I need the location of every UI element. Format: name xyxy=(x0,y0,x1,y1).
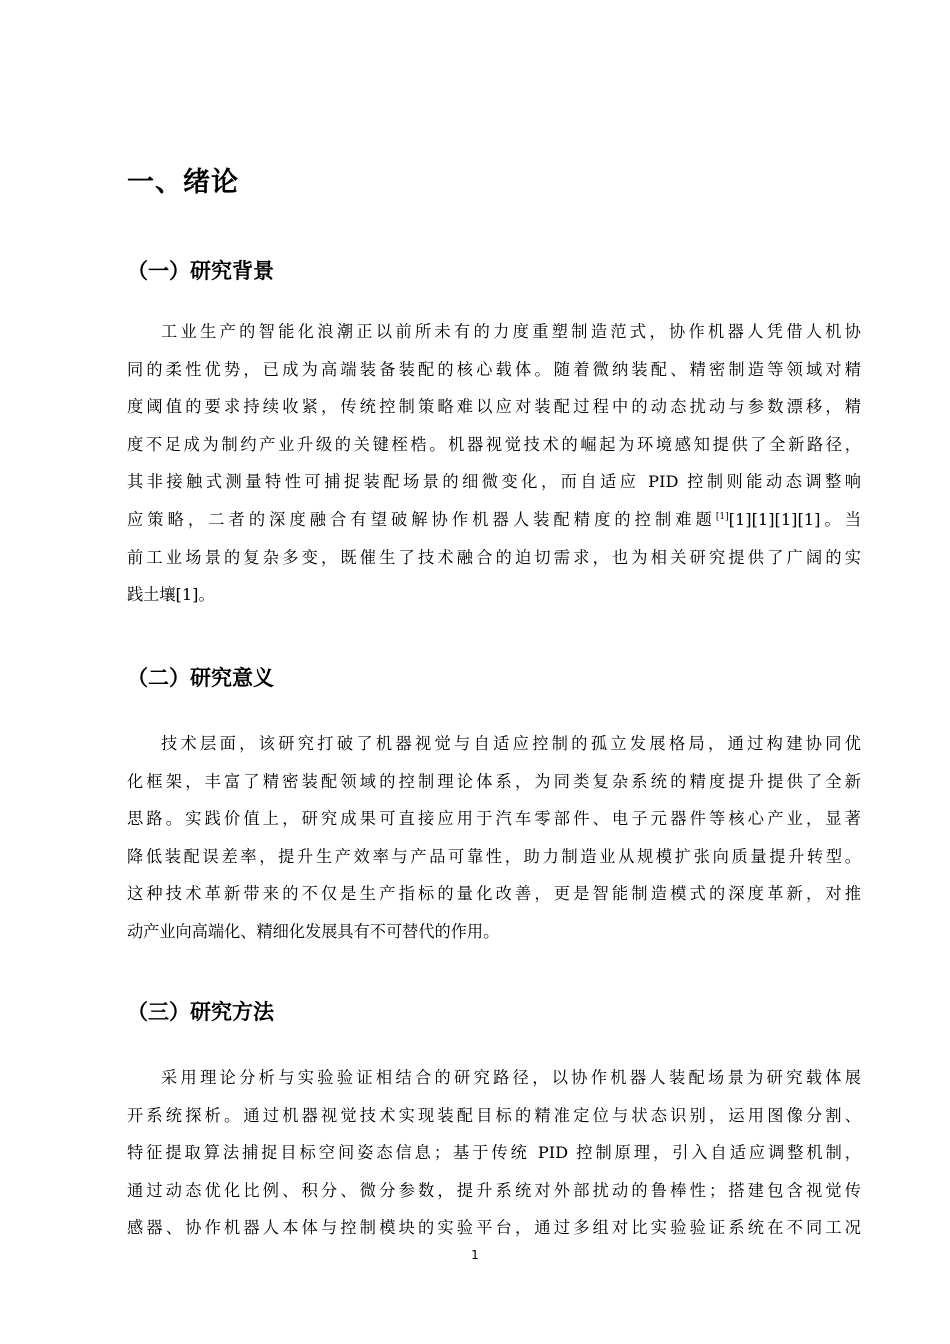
paragraph-line: 开系统探析。通过机器视觉技术实现装配目标的精准定位与状态识别，运用图像分割、 xyxy=(127,1105,861,1125)
chapter-title: 一、绪论 xyxy=(127,167,239,198)
paragraph-methods xyxy=(127,1059,861,1247)
paragraph-background xyxy=(127,313,861,614)
paragraph-line-text: 应策略，二者的深度融合有望破解协作机器人装配精度的控制难题 xyxy=(127,509,716,529)
section-heading-background: （一）研究背景 xyxy=(127,259,274,283)
paragraph-significance xyxy=(127,725,861,951)
page-number: 1 xyxy=(471,1248,479,1262)
citation-tail: [1][1][1][1]。当 xyxy=(728,509,862,529)
paragraph-line: 度阈值的要求持续收紧，传统控制策略难以应对装配过程中的动态扰动与参数漂移，精 xyxy=(127,397,861,417)
paragraph-line: 感器、协作机器人本体与控制模块的实验平台，通过多组对比实验验证系统在不同工况 xyxy=(127,1218,861,1238)
paragraph-line: 思路。实践价值上，研究成果可直接应用于汽车零部件、电子元器件等核心产业，显著 xyxy=(127,809,861,829)
paragraph-line: 践土壤[1]。 xyxy=(127,585,215,605)
paragraph-line: 降低装配误差率，提升生产效率与产品可靠性，助力制造业从规模扩张向质量提升转型。 xyxy=(127,846,861,866)
section-heading-significance: （二）研究意义 xyxy=(127,666,274,690)
paragraph-line: 度不足成为制约产业升级的关键桎梏。机器视觉技术的崛起为环境感知提供了全新路径， xyxy=(127,434,861,454)
paragraph-line-with-citation xyxy=(127,501,861,539)
paragraph-line: 工业生产的智能化浪潮正以前所未有的力度重塑制造范式，协作机器人凭借人机协 xyxy=(161,322,861,341)
paragraph-line: 化框架，丰富了精密装配领域的控制理论体系，为同类复杂系统的精度提升提供了全新 xyxy=(127,771,861,791)
paragraph-line: 通过动态优化比例、积分、微分参数，提升系统对外部扰动的鲁棒性；搭建包含视觉传 xyxy=(127,1180,861,1200)
citation-superscript: [1] xyxy=(715,511,729,522)
paragraph-line: 前工业场景的复杂多变，既催生了技术融合的迫切需求，也为相关研究提供了广阔的实 xyxy=(127,547,861,567)
paragraph-line: 动产业向高端化、精细化发展具有不可替代的作用。 xyxy=(127,921,500,941)
paragraph-line: 特征提取算法捕捉目标空间姿态信息；基于传统 PID 控制原理，引入自适应调整机制， xyxy=(127,1143,861,1163)
paragraph-line: 同的柔性优势，已成为高端装备装配的核心载体。随着微纳装配、精密制造等领域对精 xyxy=(127,359,861,379)
paragraph-line: 技术层面，该研究打破了机器视觉与自适应控制的孤立发展格局，通过构建协同优 xyxy=(161,734,861,753)
paragraph-line: 这种技术革新带来的不仅是生产指标的量化改善，更是智能制造模式的深度革新，对推 xyxy=(127,884,861,904)
paragraph-line: 其非接触式测量特性可捕捉装配场景的细微变化，而自适应 PID 控制则能动态调整响 xyxy=(127,472,861,492)
paragraph-line: 采用理论分析与实验验证相结合的研究路径，以协作机器人装配场景为研究载体展 xyxy=(161,1068,861,1087)
section-heading-methods: （三）研究方法 xyxy=(127,1000,274,1024)
